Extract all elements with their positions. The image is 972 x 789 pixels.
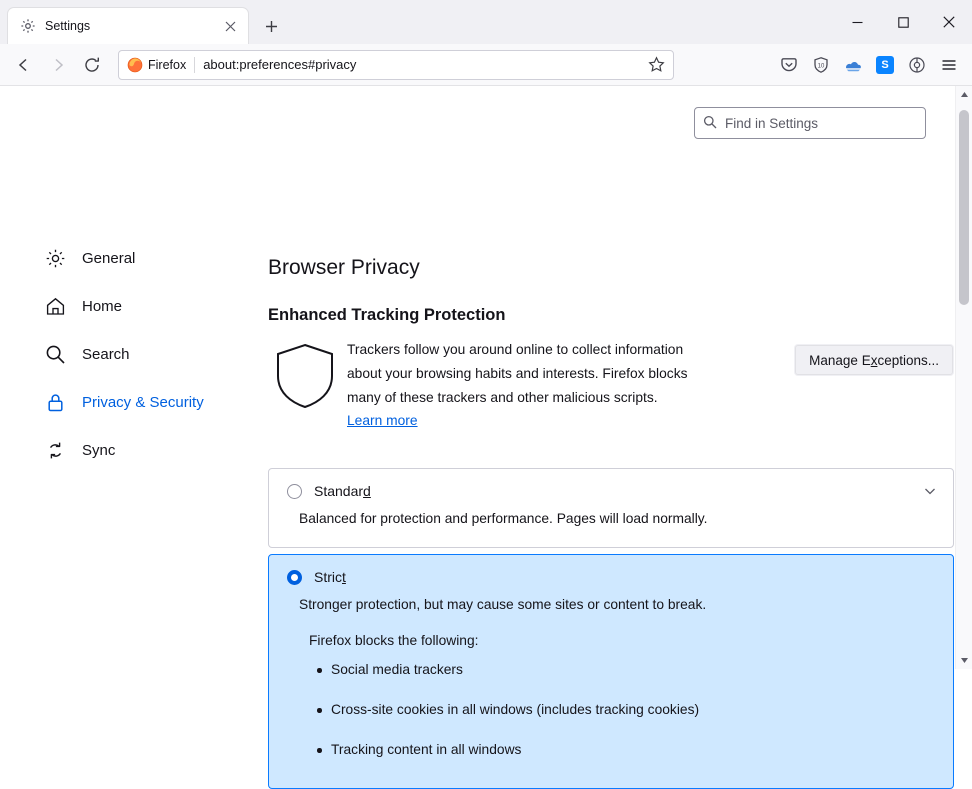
home-icon	[44, 295, 66, 317]
tab-settings[interactable]	[8, 8, 248, 44]
page-title: Browser Privacy	[268, 256, 420, 279]
option-description-strict: Stronger protection, but may cause some sites or content to break.	[299, 597, 707, 612]
identity-label: Firefox	[148, 57, 187, 72]
url-bar[interactable]	[118, 50, 674, 80]
gear-icon	[44, 247, 66, 269]
manage-exceptions-accesskey: x	[870, 352, 878, 368]
shield-extension-icon[interactable]	[806, 50, 836, 80]
content-area	[0, 86, 972, 757]
back-button[interactable]	[8, 49, 40, 81]
sidebar-item-label: General	[82, 249, 136, 267]
scrollbar-thumb[interactable]	[959, 110, 969, 305]
manage-exceptions-label-post: ceptions...	[877, 352, 939, 368]
container-extension-icon[interactable]	[838, 50, 868, 80]
sync-icon	[44, 439, 66, 461]
reload-button[interactable]	[76, 49, 108, 81]
etp-option-strict[interactable]	[268, 554, 954, 789]
etp-paragraph: Trackers follow you around online to collect information about your browsing habits and interests. Firefox blocks many of these trackers and other malicious scripts.	[347, 342, 688, 405]
new-tab-button[interactable]	[256, 11, 286, 41]
scroll-up-arrow[interactable]	[956, 86, 972, 103]
sidebar-item-sync[interactable]	[0, 426, 240, 474]
navigation-toolbar	[0, 44, 972, 86]
list-item: Tracking content in all windows	[331, 740, 953, 760]
scroll-down-arrow[interactable]	[956, 652, 972, 669]
star-icon[interactable]	[643, 52, 669, 78]
option-label-strict: Strict	[314, 569, 346, 585]
minimize-button[interactable]	[834, 0, 880, 44]
settings-main-pane	[268, 86, 954, 757]
firefox-logo-icon	[127, 57, 143, 73]
toolbar-right-icons	[774, 50, 964, 80]
card-header	[269, 469, 953, 499]
chevron-down-icon[interactable]	[923, 484, 937, 498]
tab-strip	[0, 0, 972, 44]
sidebar-item-label: Search	[82, 345, 130, 363]
option-label-standard: Standard	[314, 483, 371, 499]
sidebar-item-home[interactable]	[0, 282, 240, 330]
blocks-label: Firefox blocks the following:	[309, 633, 479, 648]
window-close-button[interactable]	[926, 0, 972, 44]
section-title-enhanced-tracking-protection: Enhanced Tracking Protection	[268, 306, 506, 324]
window-controls	[834, 0, 972, 44]
option-description-standard: Balanced for protection and performance. Pages will load normally.	[299, 511, 708, 526]
search-placeholder: Find in Settings	[725, 115, 819, 131]
card-header	[269, 555, 953, 585]
sidebar-item-general[interactable]	[0, 234, 240, 282]
etp-option-standard[interactable]	[268, 468, 954, 548]
tab-title: Settings	[45, 19, 91, 33]
page-scrollbar[interactable]	[955, 86, 972, 669]
sidebar-item-label: Home	[82, 297, 123, 315]
shield-icon	[273, 338, 337, 430]
sidebar-item-privacy-security[interactable]	[0, 378, 240, 426]
sidebar-item-label: Privacy & Security	[82, 393, 204, 411]
gear-icon	[20, 18, 36, 34]
list-item: Cross-site cookies in all windows (includes tracking cookies)	[331, 700, 953, 720]
url-text[interactable]: about:preferences#privacy	[203, 57, 357, 72]
sidebar-item-label: Sync	[82, 441, 116, 459]
settings-page	[0, 86, 972, 757]
extension-icon[interactable]	[902, 50, 932, 80]
radio-strict[interactable]	[287, 570, 302, 585]
blocks-list	[269, 648, 953, 760]
avatar: S	[876, 56, 894, 74]
identity-separator	[194, 57, 195, 73]
forward-button[interactable]	[42, 49, 74, 81]
lock-icon	[44, 391, 66, 413]
search-icon	[44, 343, 66, 365]
svg-text:10: 10	[817, 63, 825, 70]
radio-standard[interactable]	[287, 484, 302, 499]
sidebar-item-search[interactable]	[0, 330, 240, 378]
etp-description-block	[268, 338, 954, 430]
identity-box[interactable]	[119, 51, 194, 79]
manage-exceptions-label-pre: Manage E	[809, 352, 871, 368]
pocket-icon[interactable]	[774, 50, 804, 80]
app-menu-icon[interactable]	[934, 50, 964, 80]
learn-more-link[interactable]: Learn more	[347, 413, 418, 428]
list-item: Social media trackers	[331, 660, 953, 680]
etp-text	[337, 338, 717, 430]
close-icon[interactable]	[220, 16, 240, 36]
manage-exceptions-button[interactable]	[794, 344, 954, 376]
account-avatar[interactable]	[870, 50, 900, 80]
maximize-button[interactable]	[880, 0, 926, 44]
settings-sidebar	[0, 234, 240, 474]
